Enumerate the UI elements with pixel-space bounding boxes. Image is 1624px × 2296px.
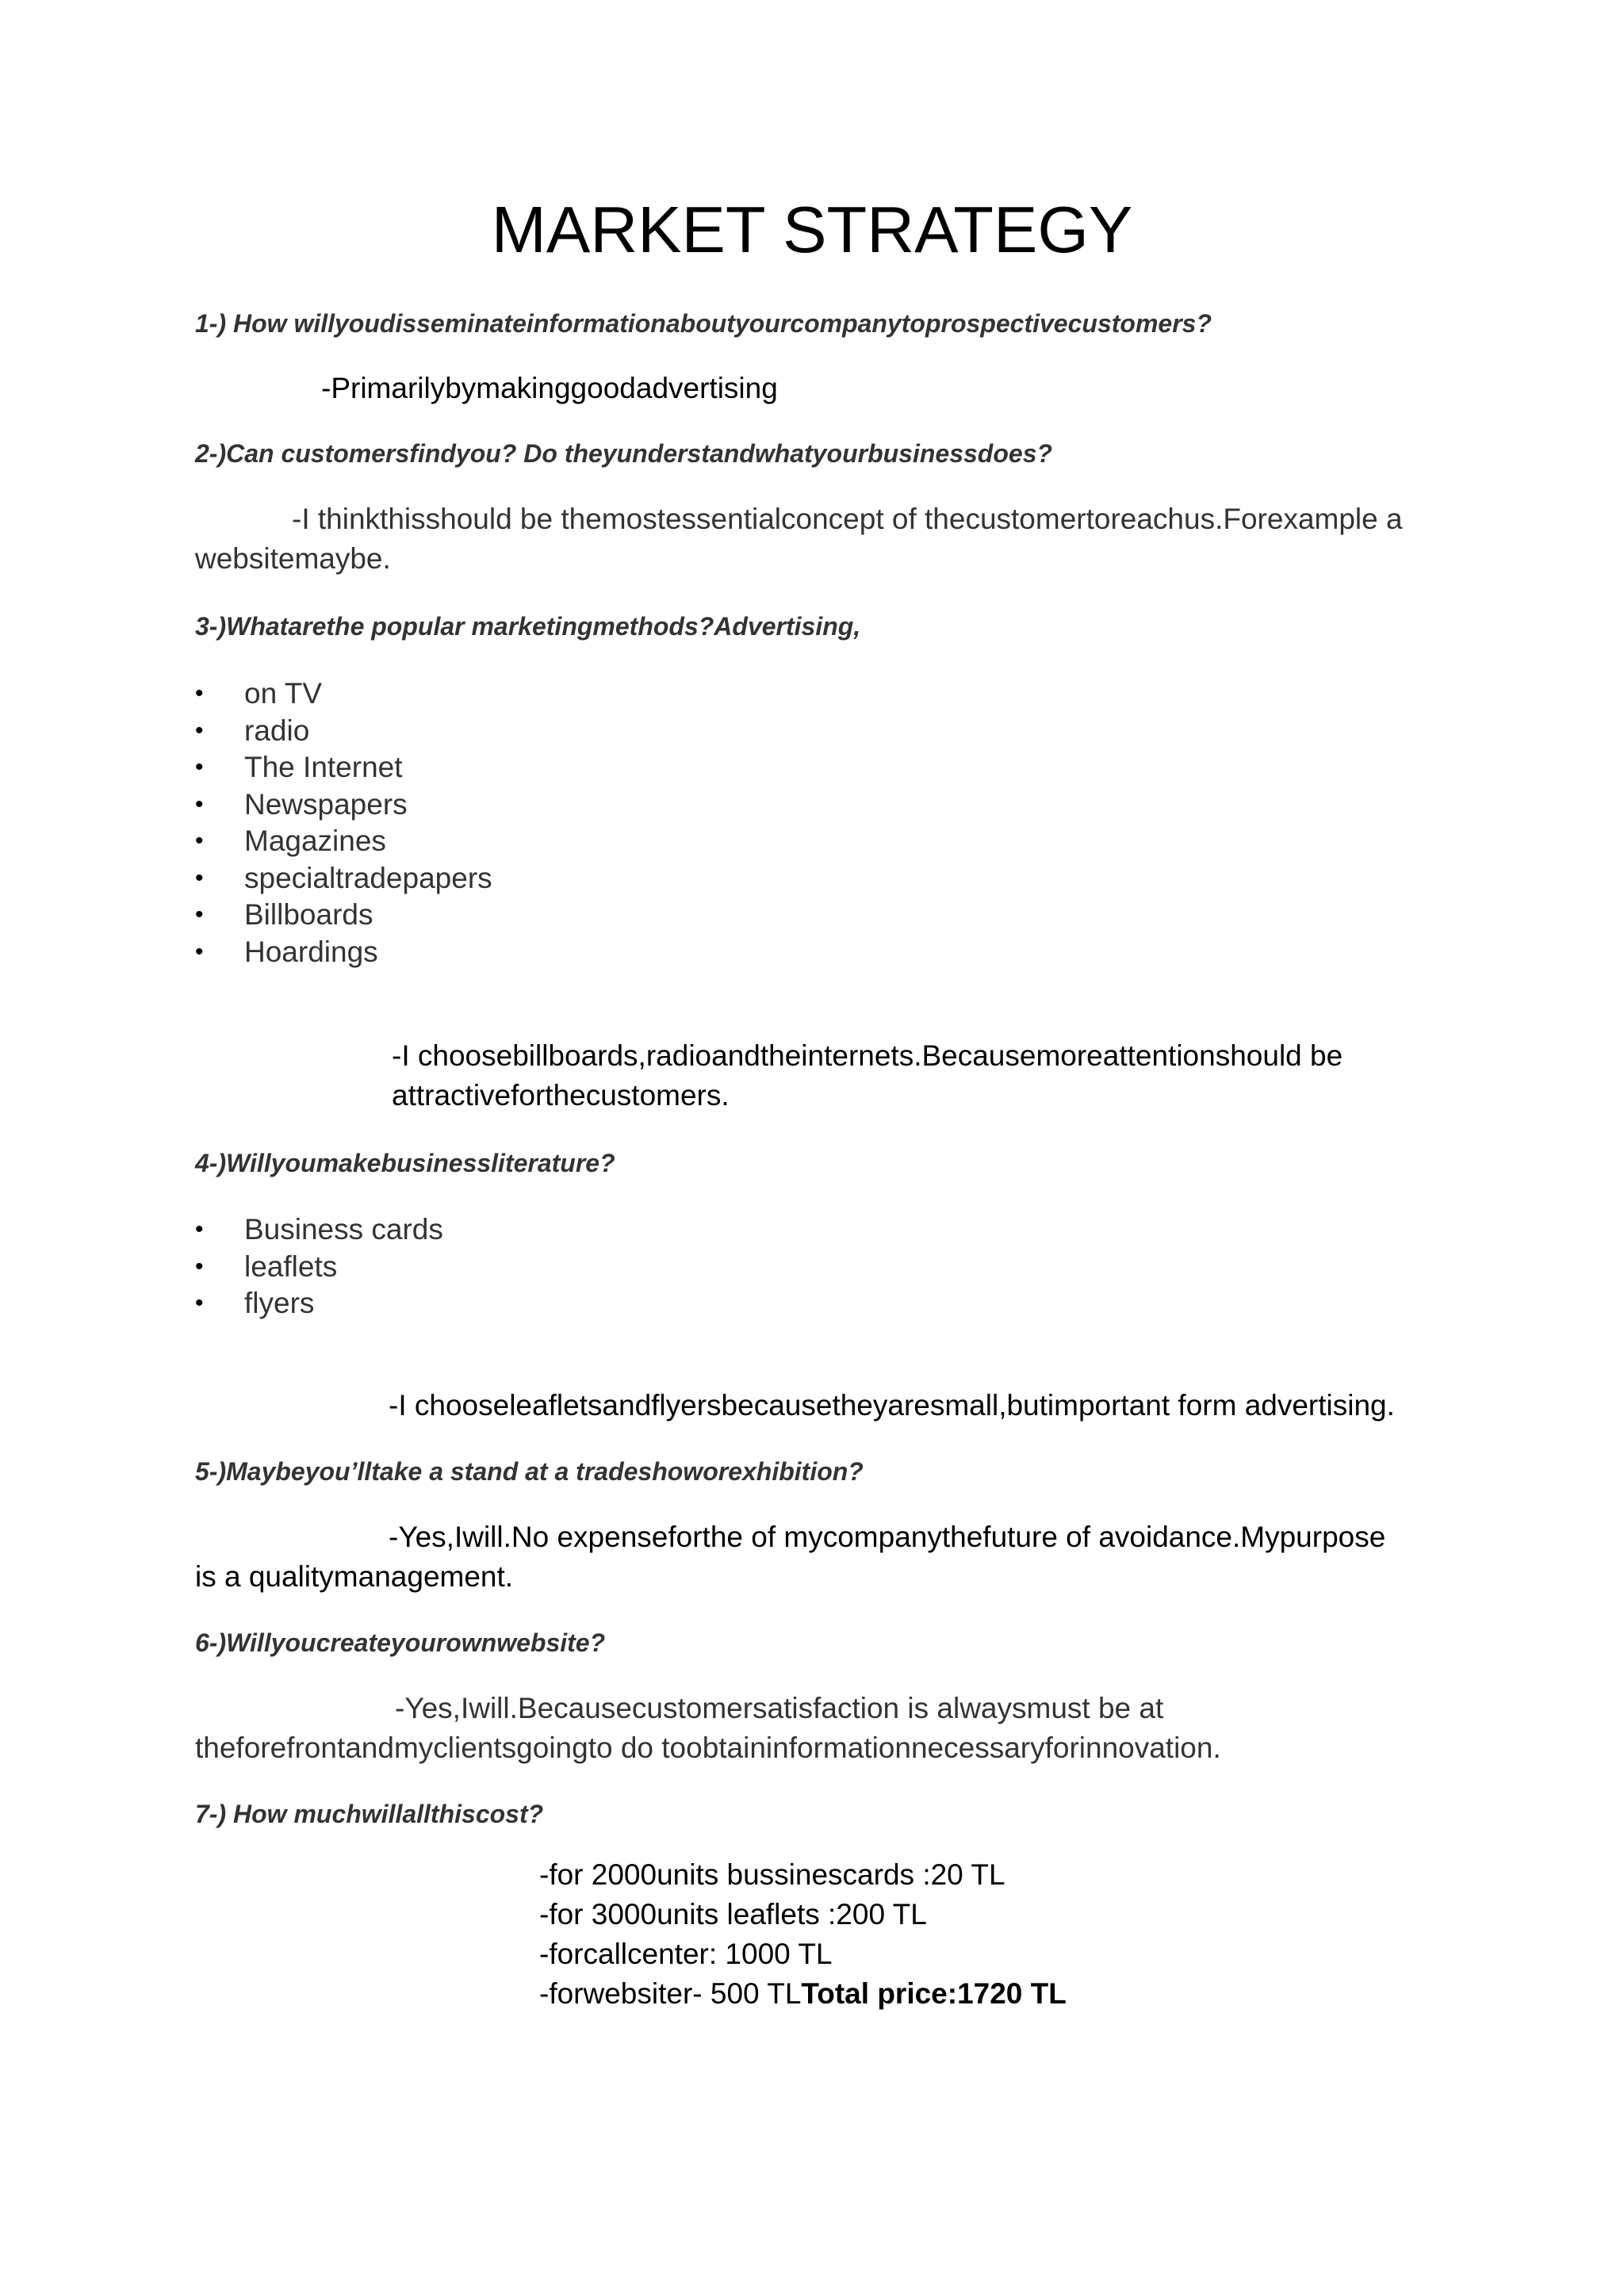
cost-line: -forcallcenter: 1000 TL — [539, 1938, 833, 1970]
list-item: • specialtradepapers — [195, 860, 492, 897]
list-item: • The Internet — [195, 749, 492, 786]
answer-2-line-2: websitemaybe. — [195, 542, 391, 575]
cost-line: -for 2000units bussinescards :20 TL — [539, 1858, 1005, 1891]
cost-line: -forwebsiter- 500 TL — [539, 1977, 802, 2010]
list-item: • leaflets — [195, 1249, 443, 1286]
list-item: • flyers — [195, 1285, 443, 1322]
list-item: • Business cards — [195, 1211, 443, 1249]
answer-2-line-1: -I thinkthisshould be themostessentialconcept of thecustomertoreachus.Forexample a — [292, 503, 1403, 535]
question-3: 3-)Whatarethe popular marketingmethods?Advertising, — [195, 612, 861, 641]
question-5: 5-)Maybeyou’lltake a stand at a tradeshoworexhibition? — [195, 1457, 864, 1486]
page-title: MARKET STRATEGY — [491, 193, 1133, 266]
list-item: • Magazines — [195, 823, 492, 860]
cost-breakdown — [539, 1855, 1067, 2014]
total-price: Total price:1720 TL — [801, 1977, 1067, 2010]
list-item: • Newspapers — [195, 786, 492, 824]
answer-4: -I chooseleafletsandflyersbecausetheyaresmall,butimportant form advertising. — [389, 1389, 1395, 1422]
list-item: • radio — [195, 713, 492, 750]
business-literature-list — [195, 1211, 443, 1322]
cost-line-with-total — [539, 1974, 1067, 2014]
answer-3-line-1: -I choosebillboards,radioandtheinternets.Becausemoreattentionshould be — [392, 1039, 1343, 1072]
question-4: 4-)Willyoumakebusinessliterature? — [195, 1149, 615, 1177]
question-7: 7-) How muchwillallthiscost? — [195, 1800, 544, 1828]
question-2: 2-)Can customersfindyou? Do theyunderstandwhatyourbusinessdoes? — [195, 439, 1053, 468]
answer-6-line-2: theforefrontandmyclientsgoingto do toobtaininformationnecessaryforinnovation. — [195, 1732, 1221, 1764]
marketing-methods-list — [195, 675, 492, 970]
answer-5-line-2: is a qualitymanagement. — [195, 1560, 514, 1593]
answer-1: -Primarilybymakinggoodadvertising — [321, 372, 778, 404]
answer-6-line-1: -Yes,Iwill.Becausecustomersatisfaction is alwaysmust be at — [395, 1692, 1164, 1724]
answer-3-line-2: attractiveforthecustomers. — [392, 1079, 730, 1112]
list-item: • Billboards — [195, 897, 492, 934]
question-1: 1-) How willyoudisseminateinformationaboutyourcompanytoprospectivecustomers? — [195, 309, 1212, 338]
cost-line: -for 3000units leaflets :200 TL — [539, 1898, 927, 1931]
question-6: 6-)Willyoucreateyourownwebsite? — [195, 1628, 606, 1657]
answer-5-line-1: -Yes,Iwill.No expenseforthe of mycompanythefuture of avoidance.Mypurpose — [389, 1521, 1386, 1553]
list-item: • Hoardings — [195, 934, 492, 971]
list-item: • on TV — [195, 675, 492, 713]
